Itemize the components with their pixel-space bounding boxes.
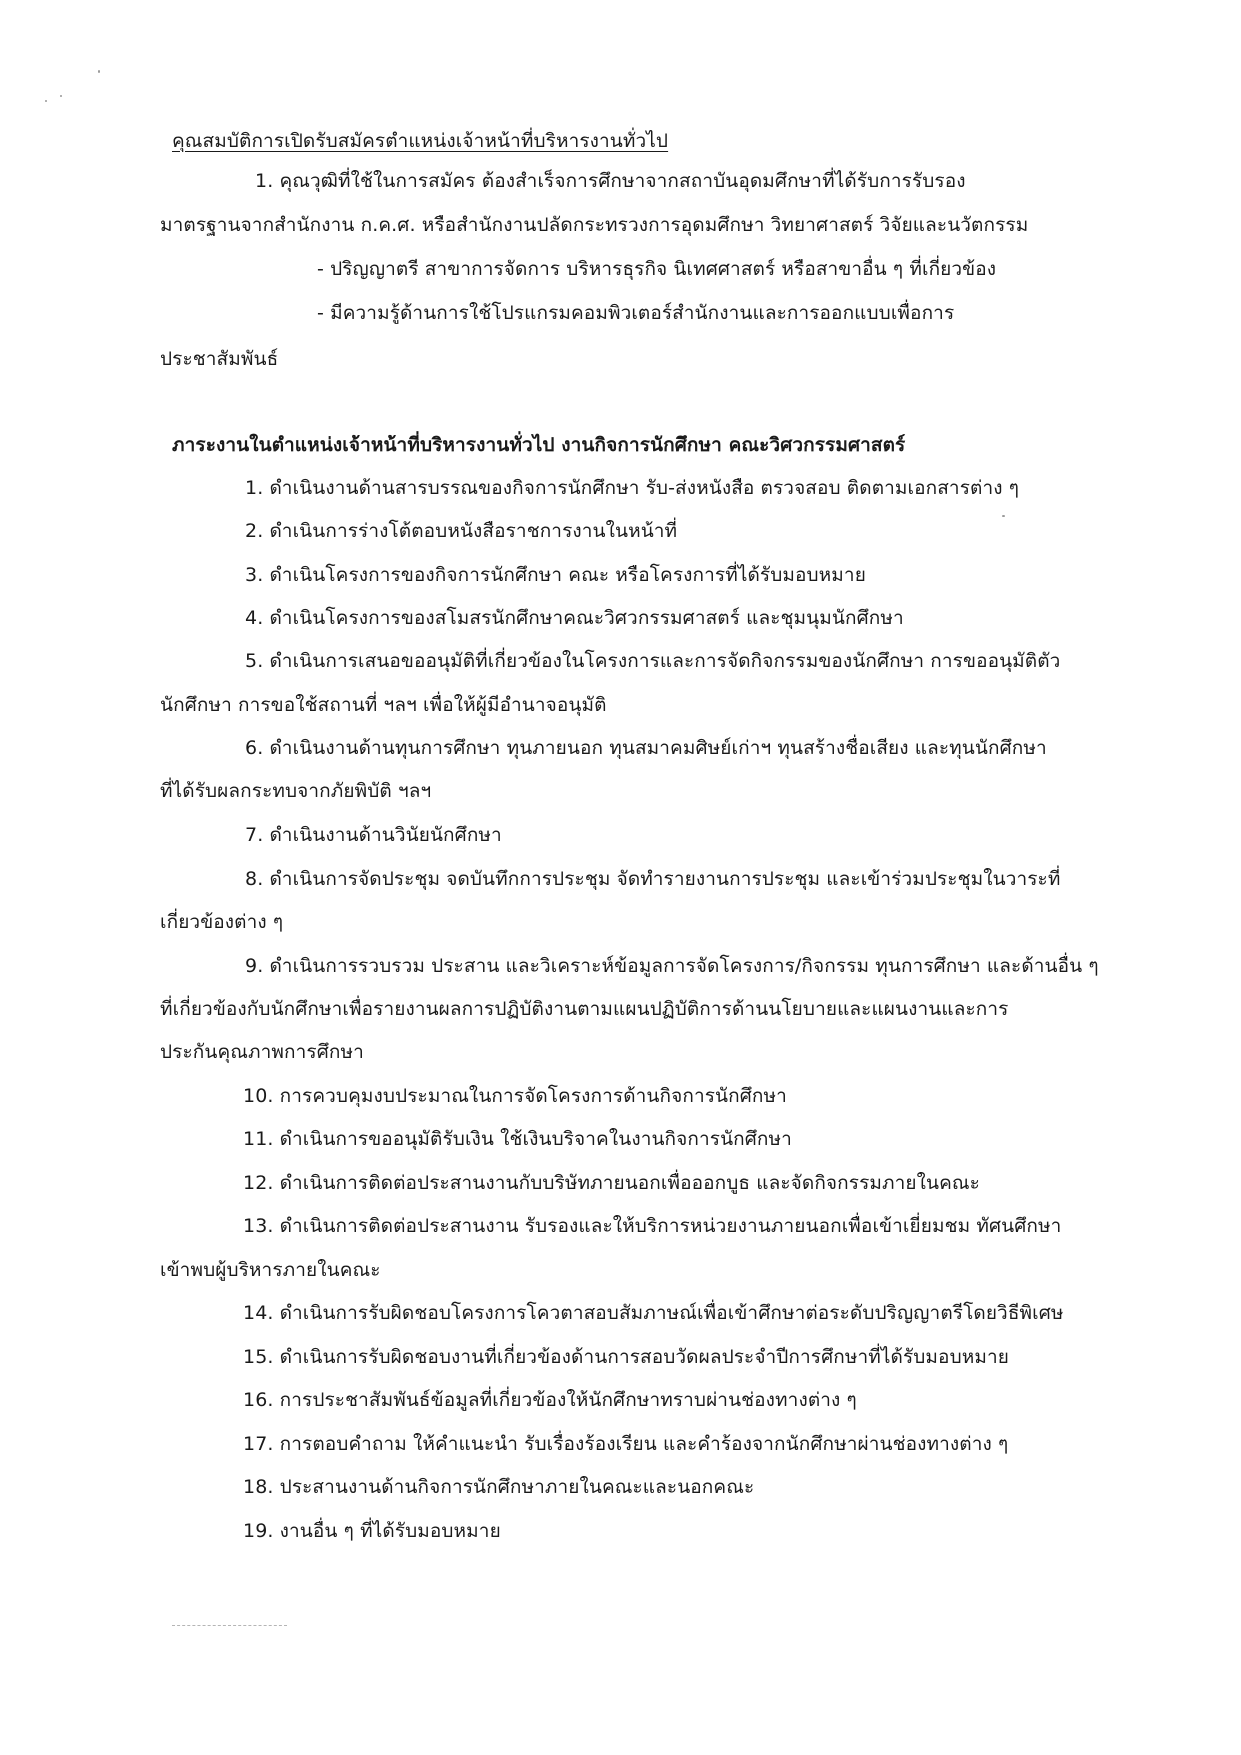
- duty-item-9-line-2: ที่เกี่ยวข้องกับนักศึกษาเพื่อรายงานผลการปฏิบัติงานตามแผนปฏิบัติการด้านนโยบายและแผนงานและการ: [160, 998, 1009, 1020]
- scan-speck: [98, 70, 100, 73]
- scan-speck: [45, 100, 47, 102]
- scan-speck: [1002, 515, 1005, 517]
- duty-item-7: 7. ดำเนินงานด้านวินัยนักศึกษา: [245, 824, 502, 846]
- duty-item-14: 14. ดำเนินการรับผิดชอบโครงการโควตาสอบสัมภาษณ์เพื่อเข้าศึกษาต่อระดับปริญญาตรีโดยวิธีพิเศษ: [243, 1302, 1064, 1324]
- duty-item-3: 3. ดำเนินโครงการของกิจการนักศึกษา คณะ หรือโครงการที่ได้รับมอบหมาย: [245, 564, 866, 586]
- duty-item-18: 18. ประสานงานด้านกิจการนักศึกษาภายในคณะและนอกคณะ: [243, 1476, 755, 1498]
- duty-item-6-line-2: ที่ได้รับผลกระทบจากภัยพิบัติ ฯลฯ: [160, 780, 432, 802]
- duty-item-13-line-1: 13. ดำเนินการติดต่อประสานงาน รับรองและให้บริการหน่วยงานภายนอกเพื่อเข้าเยี่ยมชม ทัศนศึกษา: [243, 1215, 1062, 1237]
- duty-item-5-line-2: นักศึกษา การขอใช้สถานที่ ฯลฯ เพื่อให้ผู้มีอำนาจอนุมัติ: [160, 694, 607, 716]
- duty-item-17: 17. การตอบคำถาม ให้คำแนะนำ รับเรื่องร้องเรียน และคำร้องจากนักศึกษาผ่านช่องทางต่าง ๆ: [243, 1433, 1009, 1455]
- duty-item-13-line-2: เข้าพบผู้บริหารภายในคณะ: [160, 1259, 381, 1281]
- qualifications-heading: คุณสมบัติการเปิดรับสมัครตำแหน่งเจ้าหน้าที่บริหารงานทั่วไป: [172, 130, 669, 152]
- duty-item-19: 19. งานอื่น ๆ ที่ได้รับมอบหมาย: [243, 1520, 501, 1542]
- qualification-bullet-1: - ปริญญาตรี สาขาการจัดการ บริหารธุรกิจ นิเทศศาสตร์ หรือสาขาอื่น ๆ ที่เกี่ยวข้อง: [317, 258, 997, 280]
- duty-item-8-line-2: เกี่ยวข้องต่าง ๆ: [160, 911, 284, 933]
- duty-item-9-line-3: ประกันคุณภาพการศึกษา: [160, 1041, 364, 1063]
- qualification-bullet-2-line-2: ประชาสัมพันธ์: [160, 348, 279, 370]
- duty-item-12: 12. ดำเนินการติดต่อประสานงานกับบริษัทภายนอกเพื่อออกบูธ และจัดกิจกรรมภายในคณะ: [243, 1172, 980, 1194]
- duty-item-11: 11. ดำเนินการขออนุมัติรับเงิน ใช้เงินบริจาคในงานกิจการนักศึกษา: [243, 1128, 792, 1150]
- duty-item-2: 2. ดำเนินการร่างโต้ตอบหนังสือราชการงานในหน้าที่: [245, 520, 678, 542]
- duty-item-8-line-1: 8. ดำเนินการจัดประชุม จดบันทึกการประชุม จัดทำรายงานการประชุม และเข้าร่วมประชุมในวาระที่: [245, 868, 1061, 890]
- duty-item-1: 1. ดำเนินงานด้านสารบรรณของกิจการนักศึกษา รับ-ส่งหนังสือ ตรวจสอบ ติดตามเอกสารต่าง ๆ: [245, 477, 1020, 499]
- duty-item-6-line-1: 6. ดำเนินงานด้านทุนการศึกษา ทุนภายนอก ทุนสมาคมศิษย์เก่าฯ ทุนสร้างชื่อเสียง และทุนนักศึกษา: [245, 737, 1047, 759]
- scan-dash-mark: [172, 1625, 287, 1626]
- qualification-bullet-2-line-1: - มีความรู้ด้านการใช้โปรแกรมคอมพิวเตอร์สำนักงานและการออกแบบเพื่อการ: [317, 302, 955, 324]
- duty-item-16: 16. การประชาสัมพันธ์ข้อมูลที่เกี่ยวข้องให้นักศึกษาทราบผ่านช่องทางต่าง ๆ: [243, 1389, 857, 1411]
- duty-item-4: 4. ดำเนินโครงการของสโมสรนักศึกษาคณะวิศวกรรมศาสตร์ และชุมนุมนักศึกษา: [245, 607, 904, 629]
- duty-item-10: 10. การควบคุมงบประมาณในการจัดโครงการด้านกิจการนักศึกษา: [243, 1085, 787, 1107]
- qualification-item-1-line-2: มาตรฐานจากสำนักงาน ก.ค.ศ. หรือสำนักงานปลัดกระทรวงการอุดมศึกษา วิทยาศาสตร์ วิจัยและนวัตกรรม: [160, 214, 1029, 236]
- scan-speck: [60, 95, 62, 97]
- duty-item-5-line-1: 5. ดำเนินการเสนอขออนุมัติที่เกี่ยวข้องในโครงการและการจัดกิจกรรมของนักศึกษา การขออนุมัติตัว: [245, 650, 1061, 672]
- duty-item-15: 15. ดำเนินการรับผิดชอบงานที่เกี่ยวข้องด้านการสอบวัดผลประจำปีการศึกษาที่ได้รับมอบหมาย: [243, 1346, 1009, 1368]
- duty-item-9-line-1: 9. ดำเนินการรวบรวม ประสาน และวิเคราะห์ข้อมูลการจัดโครงการ/กิจกรรม ทุนการศึกษา และด้านอื่น ๆ: [245, 955, 1099, 977]
- duties-heading: ภาระงานในตำแหน่งเจ้าหน้าที่บริหารงานทั่วไป งานกิจการนักศึกษา คณะวิศวกรรมศาสตร์: [172, 434, 906, 456]
- qualification-item-1-line-1: 1. คุณวุฒิที่ใช้ในการสมัคร ต้องสำเร็จการศึกษาจากสถาบันอุดมศึกษาที่ได้รับการรับรอง: [255, 170, 966, 192]
